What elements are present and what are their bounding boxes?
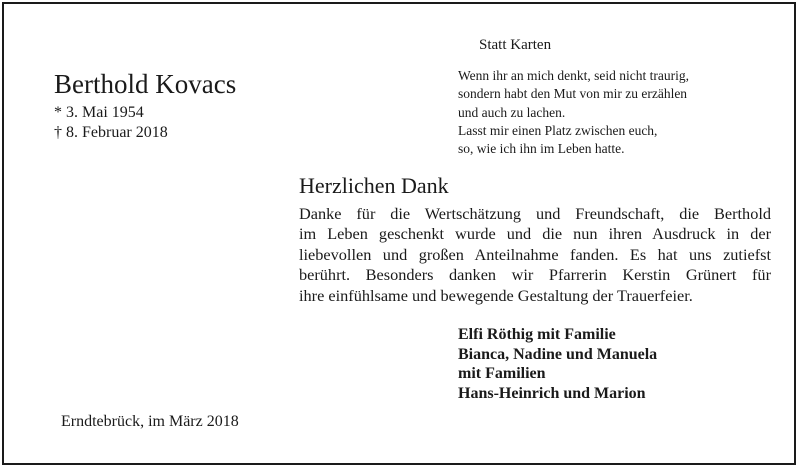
signers bbox=[458, 325, 657, 403]
thanks-line: ihre einfühlsame und bewegende Gestaltung der Trauerfeier. bbox=[299, 285, 693, 305]
signer-line: Hans-Heinrich und Marion bbox=[458, 384, 646, 402]
deceased-name: Berthold Kovacs bbox=[54, 69, 237, 99]
death-date: † 8. Februar 2018 bbox=[54, 124, 168, 141]
poem-line: Wenn ihr an mich denkt, seid nicht traurig, bbox=[458, 68, 689, 83]
statt-karten-label: Statt Karten bbox=[479, 37, 552, 53]
poem-line: Lasst mir einen Platz zwischen euch, bbox=[458, 122, 658, 138]
life-dates bbox=[54, 103, 168, 143]
thanks-line: im Leben geschenkt wurde und die nun ihren Ausdruck in der bbox=[299, 224, 771, 244]
thanks-text bbox=[299, 204, 771, 306]
poem bbox=[458, 67, 689, 158]
signer-line: mit Familien bbox=[458, 365, 546, 383]
poem-line: so, wie ich ihn im Leben hatte. bbox=[458, 141, 625, 157]
poem-line: sondern habt den Mut von mir zu erzählen bbox=[458, 86, 688, 102]
poem-line: und auch zu lachen. bbox=[458, 104, 566, 120]
signer-line: Bianca, Nadine und Manuela bbox=[458, 345, 658, 363]
birth-date: * 3. Mai 1954 bbox=[54, 104, 144, 121]
place-and-date: Erndtebrück, im März 2018 bbox=[61, 413, 239, 430]
thanks-line: Danke für die Wertschätzung und Freundschaft, die Berthold bbox=[299, 204, 771, 223]
thanks-heading: Herzlichen Dank bbox=[299, 173, 449, 198]
thanks-line: berührt. Besonders danken wir Pfarrerin Kerstin Grünert für bbox=[299, 265, 771, 285]
signer-line: Elfi Röthig mit Familie bbox=[458, 326, 616, 343]
thanks-line: liebevollen und großen Anteilnahme fanden. Es hat uns zutiefst bbox=[299, 244, 771, 264]
